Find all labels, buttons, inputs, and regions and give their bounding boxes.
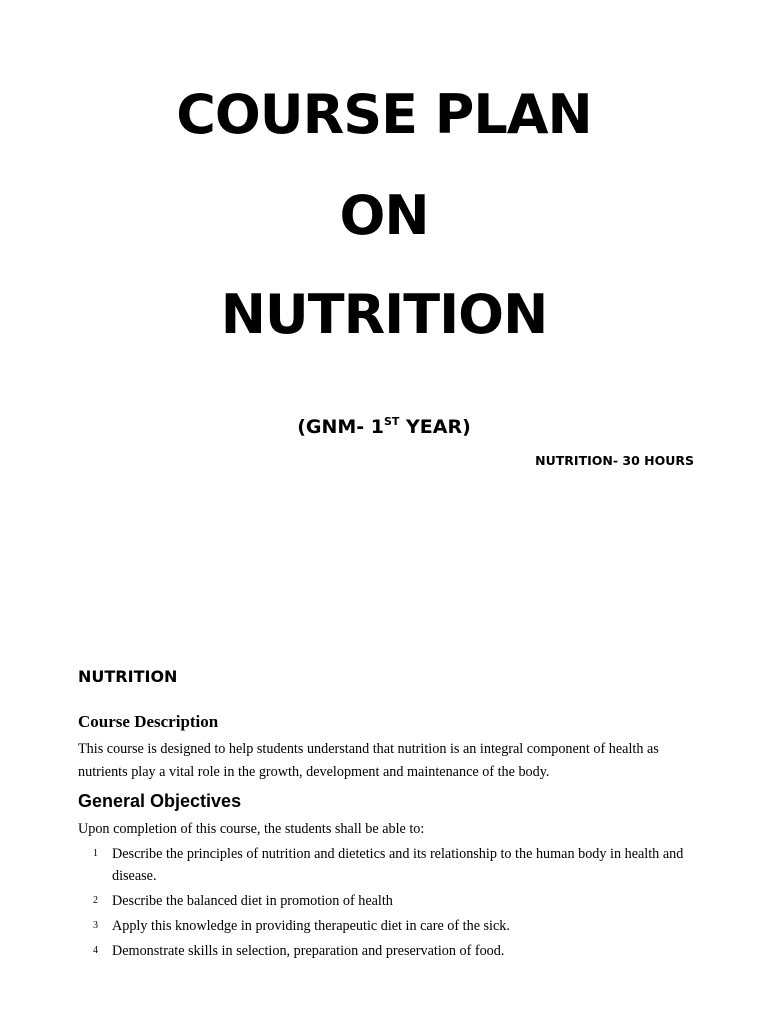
list-item-number: 4: [93, 945, 98, 956]
list-item-number: 2: [93, 895, 98, 906]
list-item-text: Describe the balanced diet in promotion of health: [112, 893, 393, 909]
subtitle-superscript: ST: [384, 415, 400, 428]
list-item: [78, 940, 688, 962]
general-objectives-heading: General Objectives: [78, 791, 242, 811]
course-description-text: This course is designed to help students understand that nutrition is an integral component of health as nutrients play a vital role in the growth, development and maintenance of the body.: [78, 741, 659, 780]
title-line-nutrition: NUTRITION: [220, 283, 548, 346]
course-year-subtitle: [0, 414, 768, 440]
list-item: [78, 843, 688, 887]
list-item-number: 1: [93, 848, 98, 859]
list-item-text: Apply this knowledge in providing therapeutic diet in care of the sick.: [112, 918, 510, 934]
section-heading: NUTRITION: [78, 667, 178, 686]
list-item-text: Demonstrate skills in selection, preparation and preservation of food.: [112, 943, 505, 959]
course-description-heading: Course Description: [78, 712, 219, 731]
title-line-on: ON: [339, 184, 429, 247]
objectives-list: [78, 843, 688, 965]
title-line-course-plan: COURSE PLAN: [176, 83, 592, 146]
subtitle-suffix: YEAR): [399, 416, 471, 438]
subtitle-prefix: (GNM- 1: [297, 416, 384, 438]
list-item: [78, 915, 688, 937]
general-objectives-intro: Upon completion of this course, the students shall be able to:: [78, 821, 425, 837]
list-item: [78, 890, 688, 912]
list-item-number: 3: [93, 920, 98, 931]
course-hours: NUTRITION- 30 HOURS: [535, 453, 694, 468]
list-item-text: Describe the principles of nutrition and dietetics and its relationship to the human body in health and disease.: [112, 846, 684, 884]
